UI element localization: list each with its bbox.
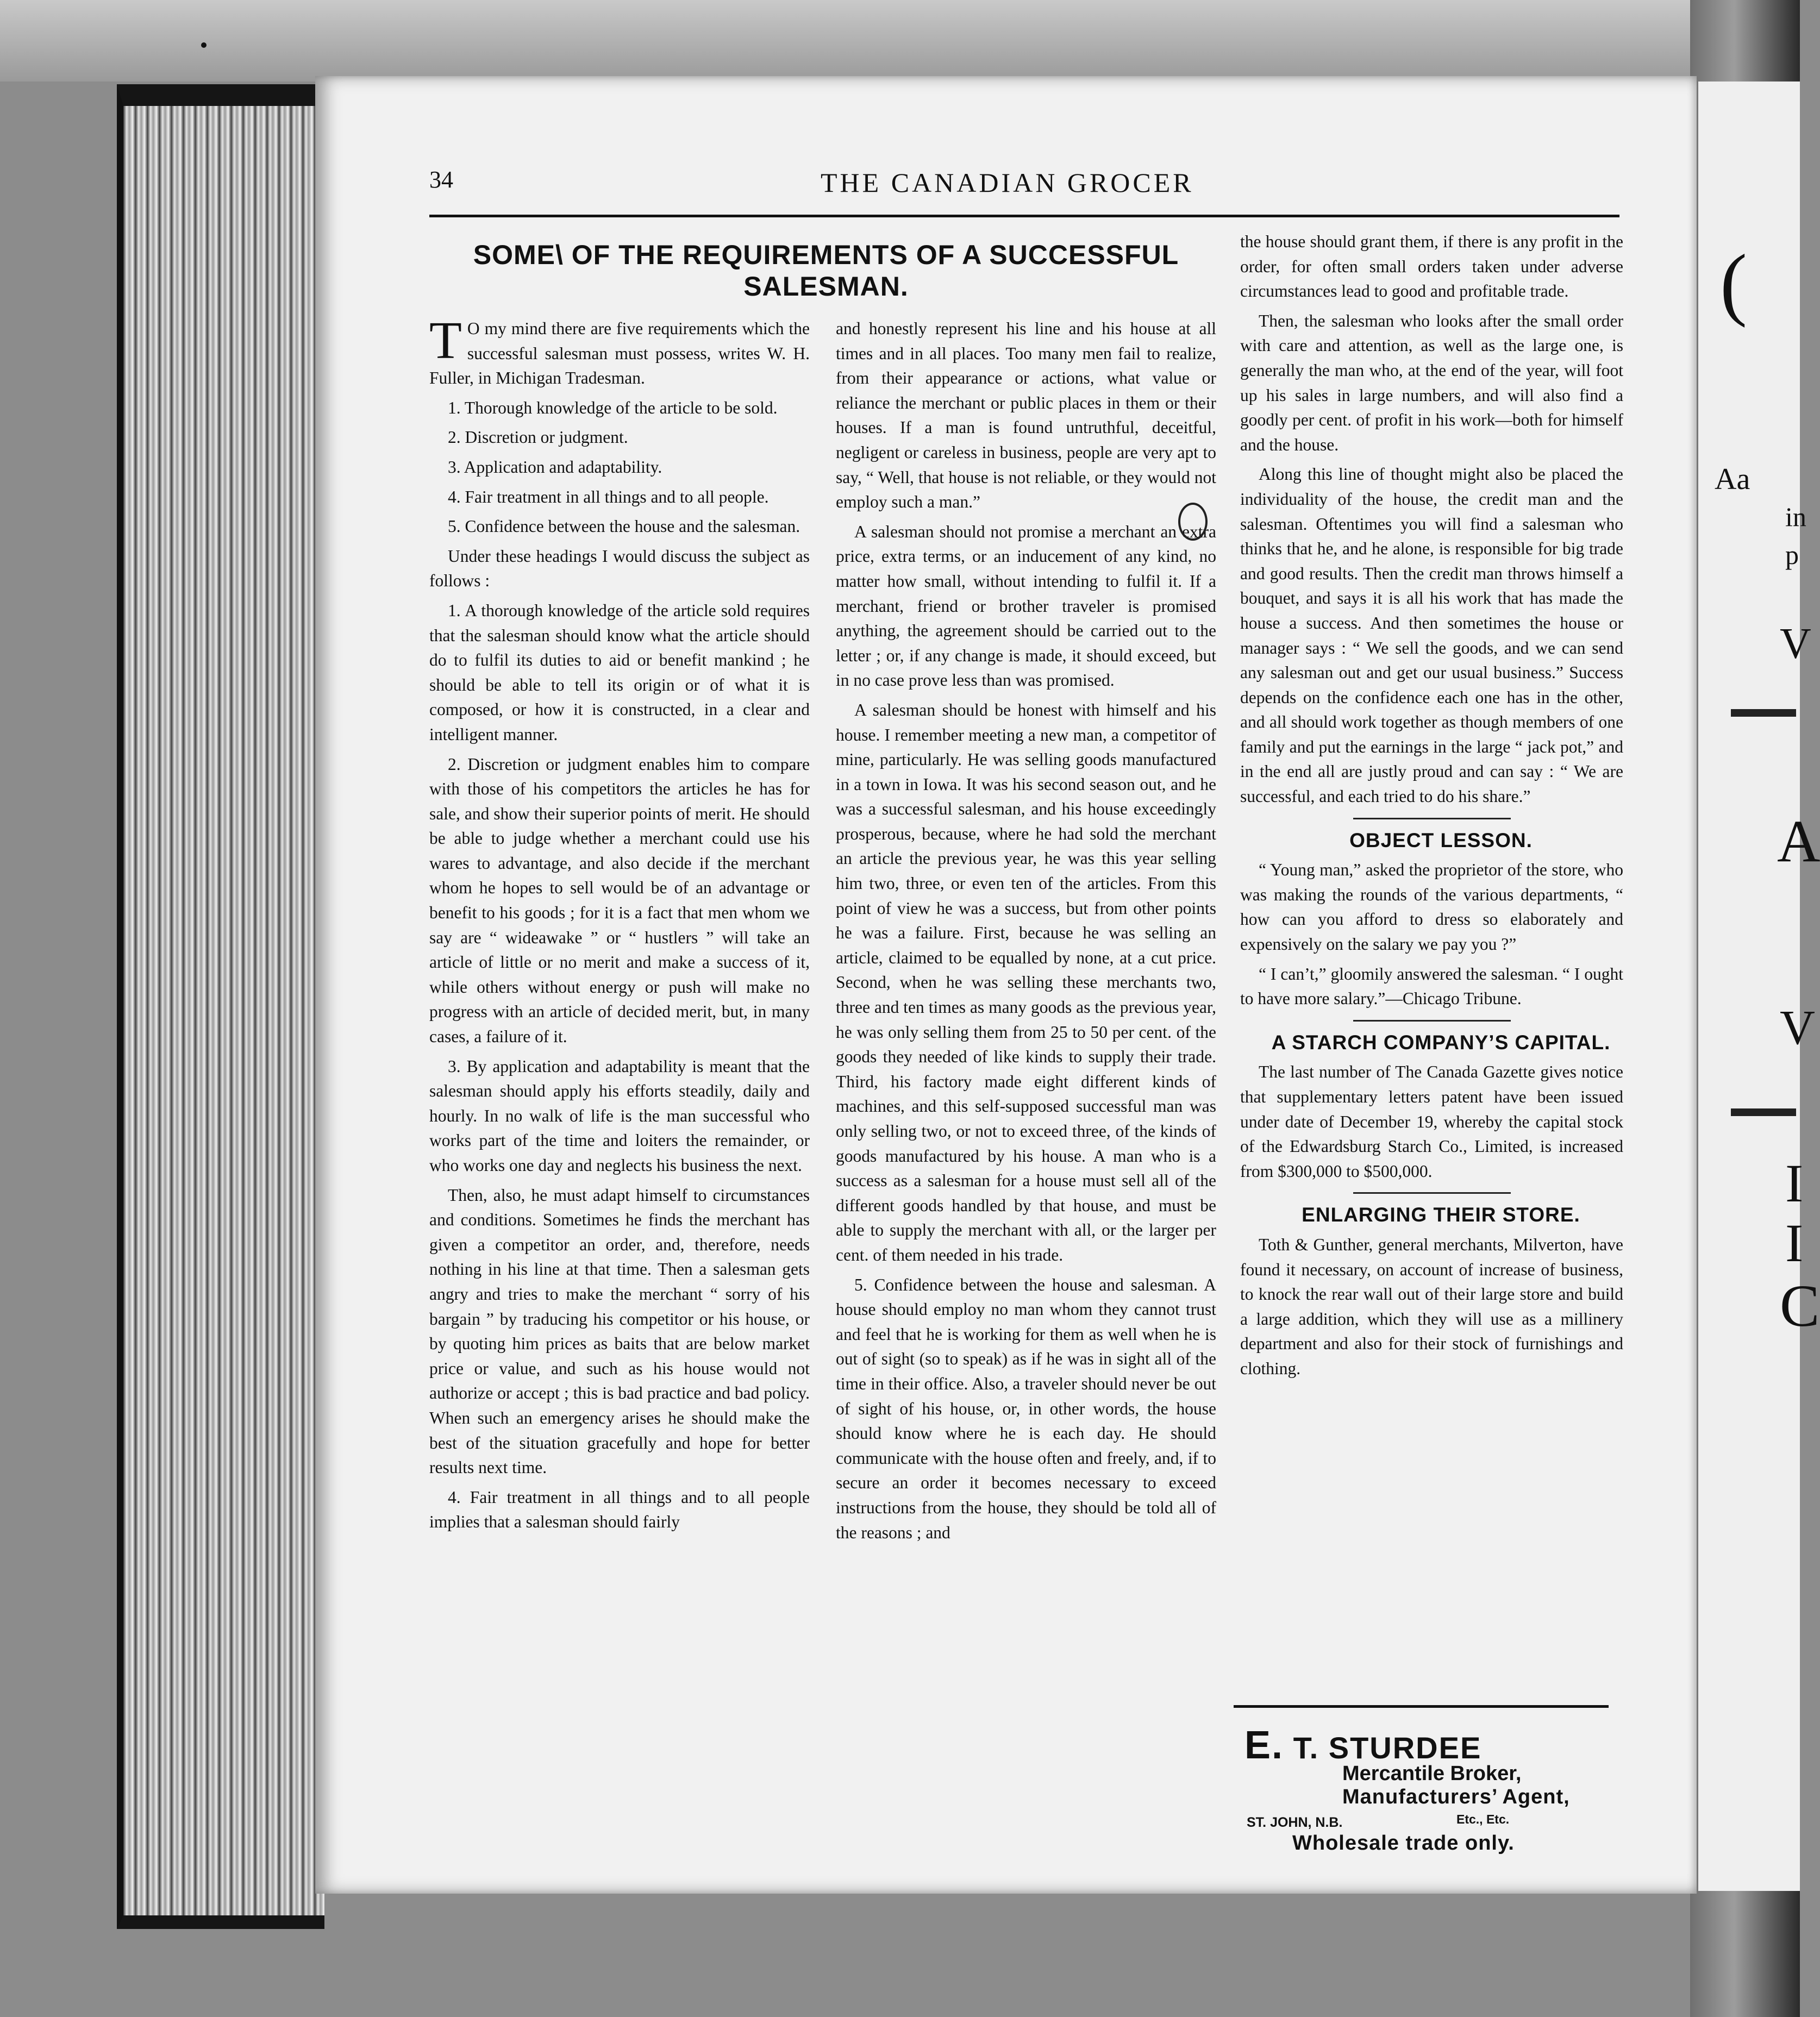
- starch-paragraph: The last number of The Canada Gazette gives notice that supplementary letters patent have been issued under date of December 19, whereby the capital stock of the Edwardsburg Starch Co., Limited, is increased from $300,000 to $500,000.: [1240, 1062, 1623, 1181]
- article-paragraph: the house should grant them, if there is any profit in the order, for often small orders taken under adverse circumstances lead to good and profitable trade.: [1240, 232, 1623, 301]
- running-title: THE CANADIAN GROCER: [821, 167, 1194, 198]
- book-page-edges: [117, 84, 324, 1929]
- dust-speck: [201, 42, 207, 48]
- header-rule: [429, 215, 1619, 217]
- requirement-item: 4. Fair treatment in all things and to all people.: [448, 487, 769, 506]
- facing-page-text: p: [1785, 540, 1799, 570]
- starch-heading: A STARCH COMPANY’S CAPITAL.: [1271, 1031, 1611, 1054]
- section-divider: [1353, 818, 1511, 819]
- article-paragraph: Then, the salesman who looks after the small order with care and attention, as well as the large one, is generally the man who, at the end of the year, will foot up his sales in large numbers, and will also find a goodly per cent. of profit in his work—both for himself and the house.: [1240, 311, 1623, 454]
- article-paragraph: 2. Discretion or judgment enables him to compare with those of his competitors the articles he has for sale, and show their superior points of merit. He should be able to judge whether a merchant could use his wares to advantage, and also decide if the merchant whom he hopes to sell would be of an advantage or benefit to his goods ; for it is a fact that men whom we say are “ wideawake ” or “ hustlers ” will take an article of little or no merit and make a success of it, while others without energy or push will make no progress with an article of decided merit, but, in many cases, a failure of it.: [429, 754, 810, 1047]
- facing-page-rule: [1731, 709, 1796, 717]
- object-lesson-paragraph: “ I can’t,” gloomily answered the salesman. “ I ought to have more salary.”—Chicago Tribune.: [1240, 964, 1623, 1008]
- advertiser-tagline: Wholesale trade only.: [1292, 1832, 1515, 1855]
- advertiser-initial: E.: [1244, 1724, 1284, 1767]
- advertiser-etc: Etc., Etc.: [1456, 1812, 1510, 1826]
- facing-page-text: (: [1720, 238, 1747, 328]
- facing-page-fragment: [1698, 82, 1820, 1891]
- pen-circle-mark: [1178, 503, 1208, 541]
- requirement-item: 2. Discretion or judgment.: [448, 428, 628, 447]
- store-heading: ENLARGING THEIR STORE.: [1302, 1204, 1580, 1226]
- article-paragraph: Along this line of thought might also be placed the individuality of the house, the credit man and the salesman. Oftentimes you will find a salesman who thinks that he, and he alone, is responsible for big trade and good results. Then the credit man throws himself a bouquet, and says it is all his work that has made the house a success. And then sometimes the house or manager says : “ We sell the goods, and we can send any salesman out and get our usual business.” Success depends on the confidence each one has in the other, and all should work together as though members of one family and put the earnings in the large “ jack pot,” and in the end all are justly proud and can say : “ We are successful, and each tried to do his share.”: [1240, 465, 1623, 806]
- requirement-item: 3. Application and adaptability.: [448, 457, 662, 477]
- intro-text: O my mind there are five requirements which the successful salesman must possess, writes W. H. Fuller, in Michigan Tradesman.: [429, 319, 810, 388]
- facing-page-rule: [1731, 1108, 1796, 1116]
- advertiser-surname: T. STURDEE: [1293, 1731, 1482, 1765]
- article-paragraph: Under these headings I would discuss the subject as follows :: [429, 546, 810, 591]
- article-paragraph: and honestly represent his line and his house at all times and in all places. Too many men fail to realize, from their appearance or actions, what value or reliance the merchant or public places in them or their houses. If a man is found untruthful, deceitful, negligent or careless in business, people are very apt to say, “ Well, that house is not reliable, or they would not employ such a man.”: [836, 319, 1216, 512]
- article-headline: SOME\ OF THE REQUIREMENTS OF A SUCCESSFUL SALESMAN.: [473, 240, 1179, 302]
- article-paragraph: 5. Confidence between the house and salesman. A house should employ no man whom they cannot trust and feel that he is working for them as well when he is out of sight (so to speak) as if he was in sight all of the time in their office. Also, a traveler should never be out of sight of his house, or, in other words, the house should know where he is each day. He should communicate with the house often and freely, and, if to secure an order it becomes necessary to exceed instructions from the house, they should be told all of the reasons ; and: [836, 1275, 1216, 1542]
- article-column-1: [429, 311, 810, 1539]
- object-lesson-paragraph: “ Young man,” asked the proprietor of the store, who was making the rounds of the various departments, “ how can you afford to dress so elaborately and expensively on the salary we pay you ?”: [1240, 860, 1623, 954]
- facing-page-text: A: [1777, 808, 1820, 874]
- scan-background: [0, 0, 1800, 82]
- advertiser-name: [1244, 1723, 1481, 1768]
- article-intro: [429, 311, 810, 391]
- facing-page-text: C: [1780, 1273, 1820, 1339]
- advertiser-role-2: Manufacturers’ Agent,: [1342, 1786, 1570, 1808]
- article-paragraph: A salesman should not promise a merchant an extra price, extra terms, or an inducement of any kind, no matter how small, without intending to fulfil it. If a merchant, friend or brother traveler is promised anything, the agreement should be carried out to the letter ; or, if any change is made, it should exceed, but in no case prove less than was promised.: [836, 522, 1216, 690]
- article-paragraph: Then, also, he must adapt himself to circumstances and conditions. Sometimes he finds the merchant has given a competitor an order, and, therefore, needs nothing in his line at that time. Then a salesman gets angry and tries to make the merchant “ sorry of his bargain ” by traducing his competitor or his house, or by quoting him prices as baits that are below market price or value, and such as his house would not authorize or accept ; this is bad practice and bad policy. When such an emergency arises he should make the best of the situation gracefully and hope for better results next time.: [429, 1185, 810, 1477]
- facing-page-text: in: [1785, 502, 1806, 532]
- object-lesson-heading: OBJECT LESSON.: [1349, 829, 1533, 851]
- sturdee-advertisement: [1234, 1705, 1609, 1855]
- article-column-3: [1240, 229, 1623, 1386]
- article-paragraph: 3. By application and adaptability is meant that the salesman should apply his efforts steadily, daily and hourly. In no walk of life is the man successful who works part of the time and loiters the remainder, or who works one day and neglects his business the next.: [429, 1056, 810, 1175]
- article-paragraph: A salesman should be honest with himself and his house. I remember meeting a new man, a competitor of mine, particularly. He was selling goods manufactured in a town in Iowa. It was his second season out, and he was a successful salesman, and his house exceedingly prosperous, because, where he had sold the merchant an article the previous year, he was this year selling him two, three, or even ten of the articles. From this point of view he was a success, but from other points he was a failure. First, because he was selling an article, claimed to be equalled by none, at a cut price. Second, when he was selling these merchants two, three and ten times as many goods as the previous year, he was only selling them from 25 to 50 per cent. of the goods they needed of like kinds to supply their trade. Third, his factory made eight different kinds of machines, and this self-supposed successful man was only selling two, or not to exceed three, of the kinds of goods manufactured by his house. A man who is a success as a salesman for a house must sell all of the different goods handled by that house, and must be able to supply the merchant with all, or the larger per cent. of them needed in his trade.: [836, 700, 1216, 1264]
- section-divider: [1353, 1192, 1511, 1194]
- article-paragraph: 1. A thorough knowledge of the article sold requires that the salesman should know what the article should do to fulfil its duties to aid or benefit mankind ; he should be able to tell its origin or of what it is composed, or how it is constructed, in a clear and intelligent manner.: [429, 600, 810, 744]
- facing-page-text: I: [1785, 1153, 1804, 1213]
- store-paragraph: Toth & Gunther, general merchants, Milverton, have found it necessary, on account of increase of business, to knock the rear wall out of their large store and build a large addition, which they will use as a millinery department and also for their stock of furnishings and clothing.: [1240, 1235, 1623, 1378]
- requirement-item: 1. Thorough knowledge of the article to be sold.: [448, 398, 778, 417]
- page-number: 34: [429, 166, 453, 193]
- facing-page-text: I: [1785, 1213, 1804, 1273]
- page-header: [429, 166, 1619, 198]
- facing-page-text: V: [1780, 1001, 1815, 1055]
- article-column-2: [836, 316, 1216, 1550]
- facing-page-text: Aa: [1715, 462, 1750, 496]
- section-divider: [1353, 1020, 1511, 1022]
- advertiser-location: ST. JOHN, N.B.: [1247, 1815, 1343, 1830]
- drop-cap: T: [429, 311, 462, 370]
- facing-page-text: V: [1780, 620, 1811, 668]
- article-paragraph: 4. Fair treatment in all things and to all people implies that a salesman should fairly: [429, 1487, 810, 1532]
- advertiser-role-1: Mercantile Broker,: [1342, 1762, 1522, 1785]
- requirement-item: 5. Confidence between the house and the salesman.: [448, 517, 800, 536]
